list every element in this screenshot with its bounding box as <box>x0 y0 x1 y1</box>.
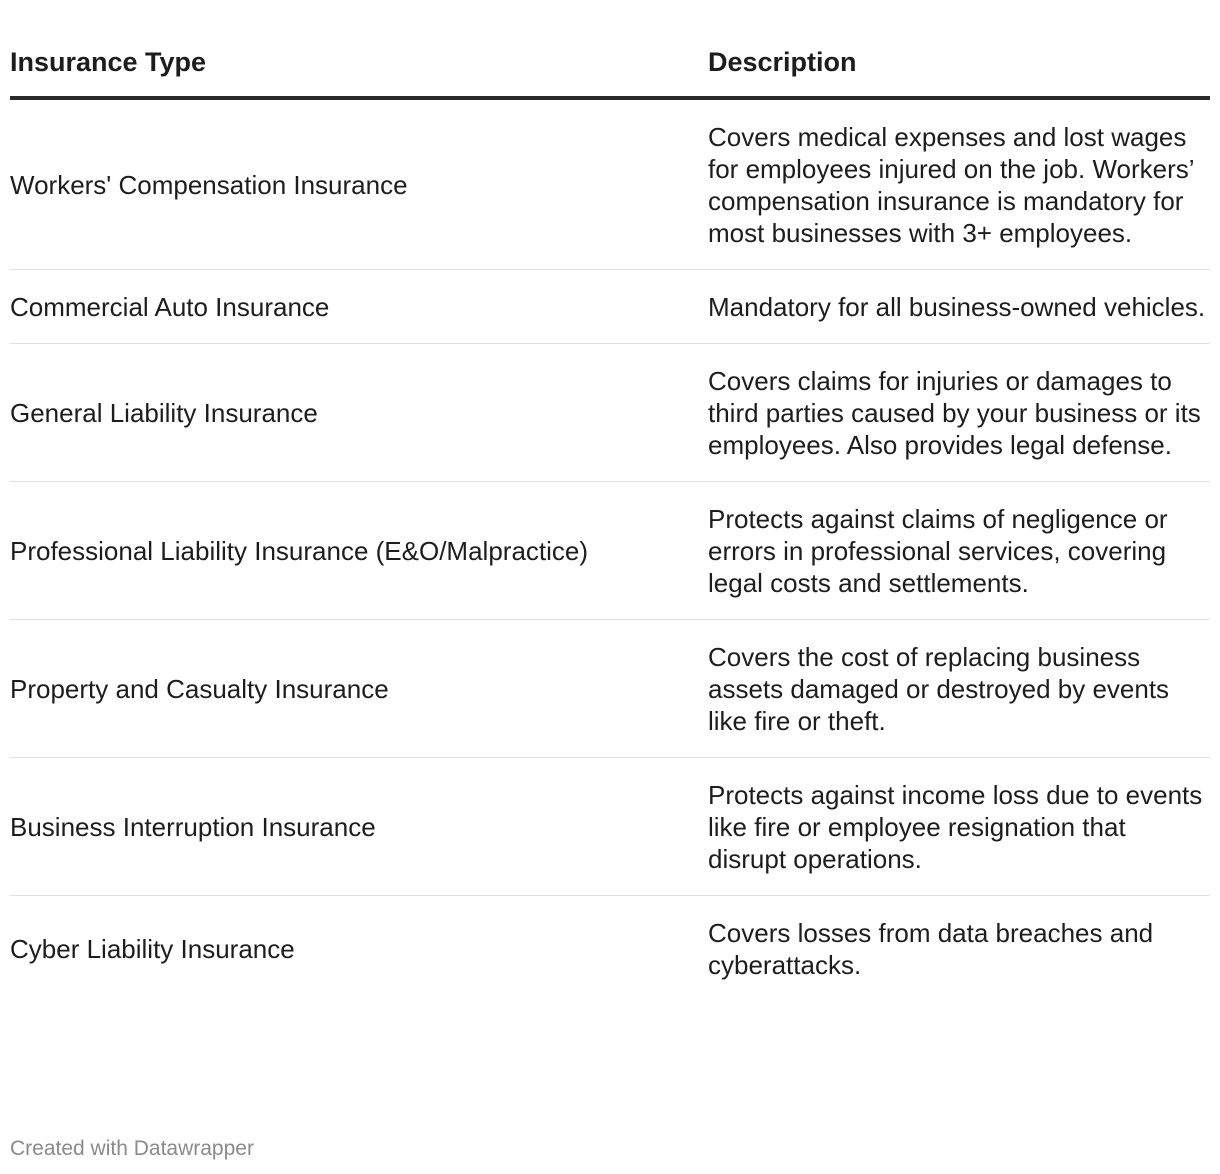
insurance-type-cell: General Liability Insurance <box>10 344 708 482</box>
description-cell: Mandatory for all business-owned vehicles. <box>708 270 1210 344</box>
table-row <box>10 344 1210 482</box>
description-cell: Covers the cost of replacing business assets damaged or destroyed by events like fire or theft. <box>708 620 1210 758</box>
description-cell: Protects against income loss due to events like fire or employee resignation that disrupt operations. <box>708 758 1210 896</box>
column-header-insurance-type: Insurance Type <box>10 30 708 98</box>
insurance-type-cell: Professional Liability Insurance (E&O/Malpractice) <box>10 482 708 620</box>
insurance-type-cell: Property and Casualty Insurance <box>10 620 708 758</box>
table-row <box>10 896 1210 1002</box>
insurance-type-cell: Business Interruption Insurance <box>10 758 708 896</box>
table-row <box>10 758 1210 896</box>
table-body <box>10 98 1210 1001</box>
insurance-type-cell: Workers' Compensation Insurance <box>10 98 708 270</box>
description-cell: Covers losses from data breaches and cyberattacks. <box>708 918 1154 980</box>
datawrapper-credit: Created with Datawrapper <box>10 1137 254 1160</box>
insurance-type-cell: Cyber Liability Insurance <box>10 933 295 964</box>
description-cell: Covers claims for injuries or damages to third parties caused by your business or its employees. Also provides legal defense. <box>708 344 1210 482</box>
description-cell: Protects against claims of negligence or errors in professional services, covering legal costs and settlements. <box>708 482 1210 620</box>
header-row <box>10 30 1210 98</box>
insurance-table-container <box>10 30 1210 1001</box>
table-row <box>10 270 1210 344</box>
description-cell: Covers medical expenses and lost wages for employees injured on the job. Workers’ compensation insurance is mandatory for most businesses with 3+ employees. <box>708 98 1210 270</box>
insurance-table <box>10 30 1210 1001</box>
table-row <box>10 482 1210 620</box>
column-header-description: Description <box>708 30 1210 98</box>
table-row <box>10 98 1210 270</box>
insurance-type-cell: Commercial Auto Insurance <box>10 270 708 344</box>
table-header <box>10 30 1210 98</box>
table-row <box>10 620 1210 758</box>
